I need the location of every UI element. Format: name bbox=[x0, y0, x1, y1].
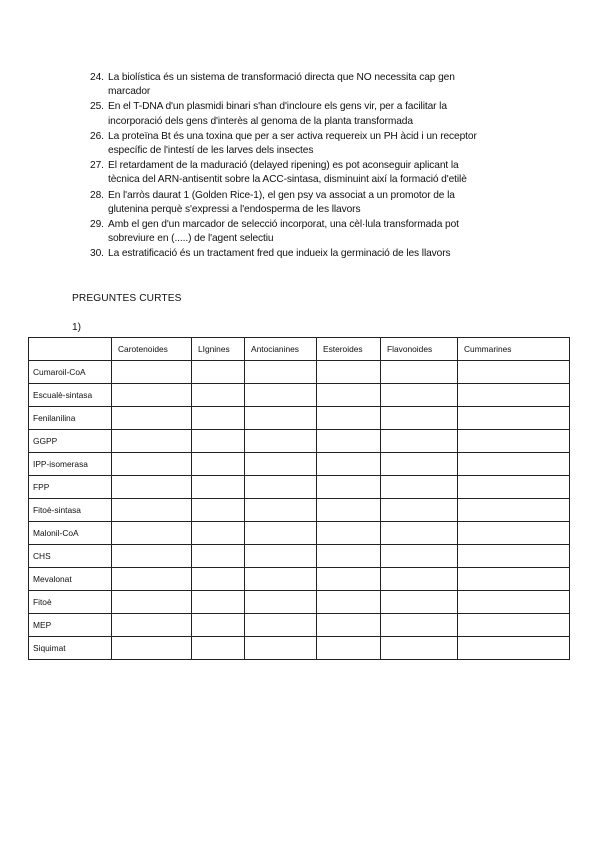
column-header: Cummarines bbox=[458, 338, 570, 361]
table-row bbox=[29, 568, 570, 591]
answer-cell[interactable] bbox=[381, 591, 458, 614]
answer-cell[interactable] bbox=[245, 361, 317, 384]
question-text-continued: específic de l'intestí de les larves dels insectes bbox=[108, 145, 314, 157]
answer-cell[interactable] bbox=[112, 430, 192, 453]
question-text: El retardament de la maduració (delayed ripening) es pot aconseguir aplicant la bbox=[108, 160, 459, 172]
question-number: 30. bbox=[90, 248, 104, 260]
answer-cell[interactable] bbox=[112, 453, 192, 476]
row-label: Fitoè-sintasa bbox=[29, 499, 112, 522]
row-label: IPP-isomerasa bbox=[29, 453, 112, 476]
question-number: 27. bbox=[90, 160, 104, 172]
table-row bbox=[29, 545, 570, 568]
question-text-continued: marcador bbox=[108, 86, 151, 98]
answer-cell[interactable] bbox=[317, 568, 381, 591]
answer-cell[interactable] bbox=[192, 614, 245, 637]
answer-cell[interactable] bbox=[317, 614, 381, 637]
table-row bbox=[29, 591, 570, 614]
answer-cell[interactable] bbox=[192, 499, 245, 522]
answer-cell[interactable] bbox=[112, 591, 192, 614]
table-row bbox=[29, 614, 570, 637]
row-label: FPP bbox=[29, 476, 112, 499]
answer-cell[interactable] bbox=[112, 384, 192, 407]
answer-cell[interactable] bbox=[317, 476, 381, 499]
question-text-continued: incorporació dels gens d'interès al genoma de la planta transformada bbox=[108, 115, 413, 127]
answer-cell[interactable] bbox=[458, 430, 570, 453]
answer-cell[interactable] bbox=[458, 384, 570, 407]
answer-cell[interactable] bbox=[192, 384, 245, 407]
answer-cell[interactable] bbox=[245, 476, 317, 499]
question-text: En l'arròs daurat 1 (Golden Rice-1), el gen psy va associat a un promotor de la bbox=[108, 189, 455, 201]
row-label: MEP bbox=[29, 614, 112, 637]
answer-cell[interactable] bbox=[245, 545, 317, 568]
true-false-question-list bbox=[90, 71, 510, 263]
answer-cell[interactable] bbox=[192, 430, 245, 453]
table-row bbox=[29, 407, 570, 430]
question-number: 29. bbox=[90, 219, 104, 231]
answer-cell[interactable] bbox=[245, 384, 317, 407]
question-text-continued: sobreviure en (.....) de l'agent selectiu bbox=[108, 233, 274, 245]
answer-cell[interactable] bbox=[245, 522, 317, 545]
question-item bbox=[90, 218, 510, 246]
answer-cell[interactable] bbox=[112, 407, 192, 430]
table-row bbox=[29, 430, 570, 453]
answer-cell[interactable] bbox=[245, 453, 317, 476]
table-body bbox=[29, 361, 570, 660]
answer-cell[interactable] bbox=[458, 591, 570, 614]
question-text: La proteïna Bt és una toxina que per a ser activa requereix un PH àcid i un receptor bbox=[108, 130, 477, 142]
question-item bbox=[90, 71, 510, 99]
table-row bbox=[29, 384, 570, 407]
answer-cell[interactable] bbox=[245, 637, 317, 660]
answer-cell[interactable] bbox=[381, 453, 458, 476]
answer-cell[interactable] bbox=[245, 568, 317, 591]
question-text: Amb el gen d'un marcador de selecció incorporat, una cèl·lula transformada pot bbox=[108, 219, 459, 231]
answer-cell[interactable] bbox=[381, 545, 458, 568]
question-text: En el T-DNA d'un plasmidi binari s'han d'incloure els gens vir, per a facilitar la bbox=[108, 101, 447, 113]
answer-cell[interactable] bbox=[112, 637, 192, 660]
answer-cell[interactable] bbox=[317, 545, 381, 568]
question-number: 28. bbox=[90, 189, 104, 201]
row-label: Fitoè bbox=[29, 591, 112, 614]
answer-cell[interactable] bbox=[245, 614, 317, 637]
answer-cell[interactable] bbox=[192, 637, 245, 660]
answer-table bbox=[28, 337, 570, 660]
question-item bbox=[90, 189, 510, 217]
answer-cell[interactable] bbox=[192, 591, 245, 614]
question-item bbox=[90, 130, 510, 158]
answer-cell[interactable] bbox=[245, 430, 317, 453]
table-row bbox=[29, 361, 570, 384]
answer-cell[interactable] bbox=[192, 545, 245, 568]
answer-cell[interactable] bbox=[192, 522, 245, 545]
question-number: 25. bbox=[90, 101, 104, 113]
table-row bbox=[29, 453, 570, 476]
answer-cell[interactable] bbox=[317, 384, 381, 407]
answer-cell[interactable] bbox=[458, 637, 570, 660]
answer-cell[interactable] bbox=[192, 453, 245, 476]
section-title: PREGUNTES CURTES bbox=[72, 293, 182, 304]
answer-cell[interactable] bbox=[245, 499, 317, 522]
answer-cell[interactable] bbox=[112, 361, 192, 384]
table-row bbox=[29, 476, 570, 499]
answer-cell[interactable] bbox=[458, 614, 570, 637]
question-item bbox=[90, 159, 510, 187]
question-number: 24. bbox=[90, 72, 104, 83]
answer-cell[interactable] bbox=[458, 545, 570, 568]
answer-cell[interactable] bbox=[317, 430, 381, 453]
question-text-continued: glutenina perquè s'expressi a l'endosperma de les llavors bbox=[108, 203, 361, 215]
answer-cell[interactable] bbox=[458, 499, 570, 522]
question-label: 1) bbox=[72, 322, 82, 333]
table-row bbox=[29, 522, 570, 545]
answer-cell[interactable] bbox=[112, 614, 192, 637]
row-label: Malonil-CoA bbox=[29, 522, 112, 545]
answer-cell[interactable] bbox=[458, 407, 570, 430]
table-header-corner bbox=[29, 338, 112, 361]
answer-cell[interactable] bbox=[381, 430, 458, 453]
answer-cell[interactable] bbox=[112, 499, 192, 522]
answer-cell[interactable] bbox=[317, 591, 381, 614]
answer-cell[interactable] bbox=[381, 522, 458, 545]
answer-cell[interactable] bbox=[112, 476, 192, 499]
answer-cell[interactable] bbox=[381, 499, 458, 522]
answer-cell[interactable] bbox=[458, 476, 570, 499]
answer-cell[interactable] bbox=[112, 522, 192, 545]
table-row bbox=[29, 499, 570, 522]
answer-cell[interactable] bbox=[317, 637, 381, 660]
question-text: La estratificació és un tractament fred que indueix la germinació de les llavors bbox=[108, 248, 451, 260]
row-label: CHS bbox=[29, 545, 112, 568]
row-label: Siquimat bbox=[29, 637, 112, 660]
question-item bbox=[90, 100, 510, 128]
column-header: Carotenoides bbox=[112, 338, 192, 361]
answer-cell[interactable] bbox=[112, 568, 192, 591]
table-row bbox=[29, 637, 570, 660]
row-label: GGPP bbox=[29, 430, 112, 453]
row-label: Escualè-sintasa bbox=[29, 384, 112, 407]
answer-cell[interactable] bbox=[458, 453, 570, 476]
answer-cell[interactable] bbox=[381, 637, 458, 660]
answer-cell[interactable] bbox=[317, 407, 381, 430]
row-label: Fenilanilina bbox=[29, 407, 112, 430]
answer-cell[interactable] bbox=[381, 614, 458, 637]
answer-cell[interactable] bbox=[381, 361, 458, 384]
column-header: Flavonoides bbox=[381, 338, 458, 361]
answer-cell[interactable] bbox=[317, 522, 381, 545]
answer-cell[interactable] bbox=[381, 407, 458, 430]
answer-cell[interactable] bbox=[245, 407, 317, 430]
answer-cell[interactable] bbox=[245, 591, 317, 614]
row-label: Cumaroil-CoA bbox=[29, 361, 112, 384]
answer-cell[interactable] bbox=[192, 568, 245, 591]
question-text: La biolística és un sistema de transformació directa que NO necessita cap gen bbox=[108, 72, 455, 83]
table-header-row bbox=[29, 338, 570, 361]
answer-cell[interactable] bbox=[458, 522, 570, 545]
answer-cell[interactable] bbox=[317, 499, 381, 522]
answer-cell[interactable] bbox=[458, 361, 570, 384]
answer-cell[interactable] bbox=[192, 407, 245, 430]
answer-cell[interactable] bbox=[458, 568, 570, 591]
answer-cell[interactable] bbox=[317, 453, 381, 476]
answer-cell[interactable] bbox=[192, 476, 245, 499]
column-header: LIgnines bbox=[192, 338, 245, 361]
answer-cell[interactable] bbox=[192, 361, 245, 384]
question-item bbox=[90, 247, 510, 261]
answer-cell[interactable] bbox=[381, 476, 458, 499]
question-number: 26. bbox=[90, 130, 104, 142]
question-text-continued: tècnica del ARN-antisentit sobre la ACC-sintasa, disminuint així la formació d'etilè bbox=[108, 174, 467, 186]
row-label: Mevalonat bbox=[29, 568, 112, 591]
answer-cell[interactable] bbox=[317, 361, 381, 384]
answer-cell[interactable] bbox=[381, 568, 458, 591]
answer-cell[interactable] bbox=[112, 545, 192, 568]
answer-cell[interactable] bbox=[381, 384, 458, 407]
column-header: Esteroides bbox=[317, 338, 381, 361]
column-header: Antocianines bbox=[245, 338, 317, 361]
